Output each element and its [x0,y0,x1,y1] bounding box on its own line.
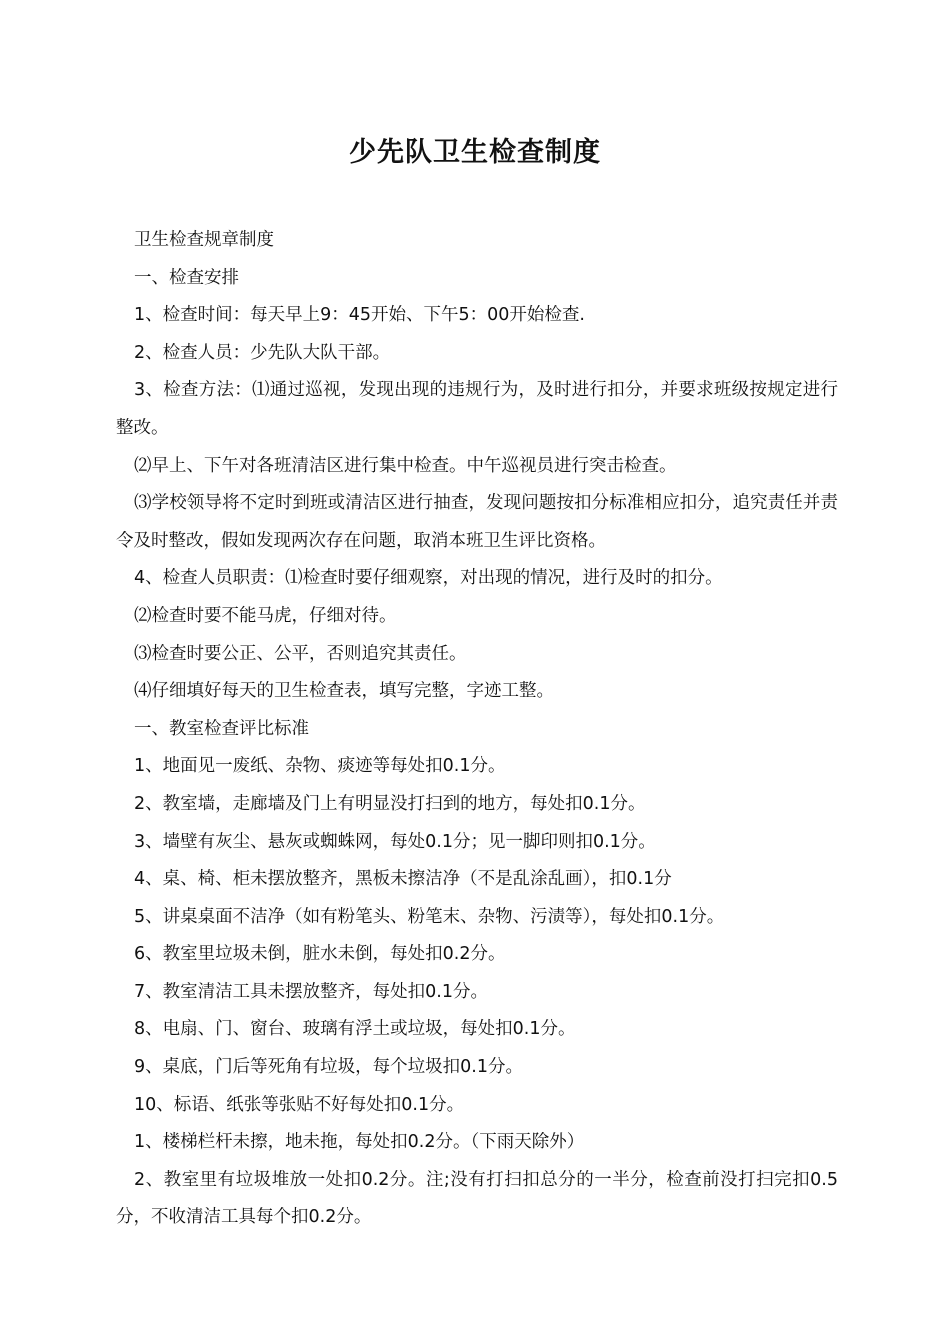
list-item: 7、教室清洁工具未摆放整齐，每处扣0.1分。 [134,981,488,1002]
list-item: 10、标语、纸张等张贴不好每处扣0.1分。 [134,1094,465,1115]
paragraph: ⑶学校领导将不定时到班或清洁区进行抽查，发现问题按扣分标准相应扣分，追究责任并责令及时整改，假如发现两次存在问题，取消本班卫生评比资格。 [116,493,838,551]
paragraph: ⑵检查时要不能马虎，仔细对待。 [134,605,397,626]
paragraph: 卫生检查规章制度 [134,230,274,250]
list-item: 6、教室里垃圾未倒，脏水未倒，每处扣0.2分。 [134,944,506,965]
list-item: 2、教室墙，走廊墙及门上有明显没打扫到的地方，每处扣0.1分。 [134,793,646,814]
paragraph: 4、检查人员职责：⑴检查时要仔细观察，对出现的情况，进行及时的扣分。 [134,568,723,589]
paragraph: ⑷仔细填好每天的卫生检查表，填写完整，字迹工整。 [134,681,554,702]
paragraph: 3、检查方法：⑴通过巡视，发现出现的违规行为，及时进行扣分，并要求班级按规定进行整改。 [116,380,838,438]
paragraph: ⑶检查时要公正、公平，否则追究其责任。 [134,643,467,664]
document-body [116,222,838,1237]
document-title: 少先队卫生检查制度 [349,137,601,168]
section-heading: 一、检查安排 [134,267,239,288]
list-item: 2、教室里有垃圾堆放一处扣0.2分。注;没有打扫扣总分的一半分，检查前没打扫完扣0.5分，不收清洁工具每个扣0.2分。 [116,1169,838,1228]
list-item: 1、地面见一废纸、杂物、痰迹等每处扣0.1分。 [134,756,506,777]
paragraph: 2、检查人员：少先队大队干部。 [134,342,391,363]
list-item: 5、讲桌桌面不洁净（如有粉笔头、粉笔末、杂物、污渍等），每处扣0.1分。 [134,906,725,927]
list-item: 9、桌底，门后等死角有垃圾，每个垃圾扣0.1分。 [134,1057,523,1078]
list-item: 3、墙壁有灰尘、悬灰或蜘蛛网，每处0.1分；见一脚印则扣0.1分。 [134,831,656,852]
paragraph: 1、检查时间：每天早上9：45开始、下午5：00开始检查. [134,305,585,326]
list-item: 8、电扇、门、窗台、玻璃有浮土或垃圾，每处扣0.1分。 [134,1019,576,1040]
list-item: 4、桌、椅、柜未摆放整齐，黑板未擦洁净（不是乱涂乱画），扣0.1分 [134,869,672,890]
list-item: 1、楼梯栏杆未擦，地未拖，每处扣0.2分。（下雨天除外） [134,1132,585,1153]
section-heading: 一、教室检查评比标准 [134,718,309,739]
paragraph: ⑵早上、下午对各班清洁区进行集中检查。中午巡视员进行突击检查。 [134,455,677,476]
